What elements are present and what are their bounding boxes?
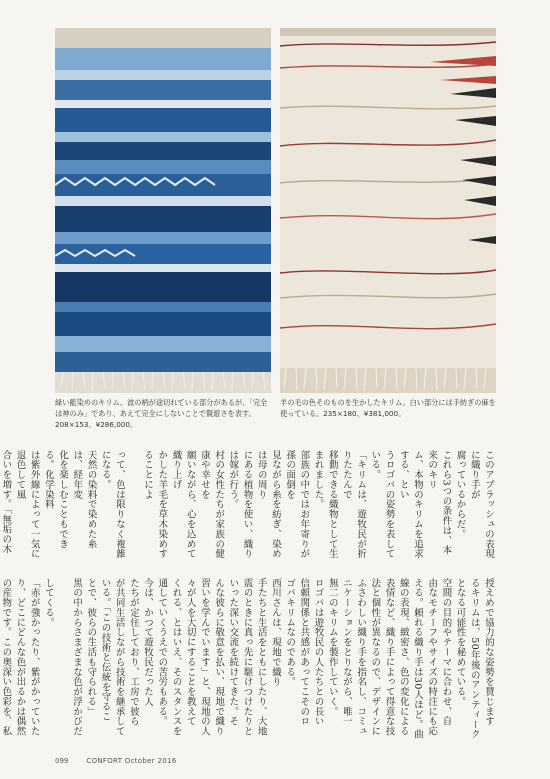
article-line: 部族の中ではお年寄りが孫の面倒を bbox=[284, 450, 310, 559]
article-line: 通していくうえでの苦労もある。 bbox=[156, 578, 168, 727]
article-line: 見ながら糸を紡ぎ、染めは母の周り bbox=[255, 450, 281, 559]
article-line: いる。「この技術と伝統を守るこ bbox=[99, 578, 111, 722]
article-lower bbox=[0, 578, 495, 748]
article-line: ロゴバは遊牧民の人たちとの長い bbox=[312, 578, 324, 727]
article-line: 移動できる織物として生まれました。 bbox=[312, 450, 338, 559]
article-line: 「赤が強かったり、紫がかっていた bbox=[28, 578, 40, 737]
article-line: たちが定住しており、工房で彼ら bbox=[127, 578, 139, 727]
article-line: ゴバキリムなのである。 bbox=[284, 578, 296, 687]
article-line: 村の女性たちが家族の健康や幸せを bbox=[198, 450, 225, 559]
article-line: 願いながら、心を込めて織り上げ bbox=[170, 450, 196, 559]
article-line: 由なモチーフやサイズの特注にも応 bbox=[426, 578, 438, 737]
photo-natural-kilim bbox=[280, 28, 496, 393]
blue-kilim-illustration bbox=[55, 28, 271, 393]
article-line: くれる、とはいえ、そのスタンスを bbox=[170, 578, 182, 737]
article-line: ふさわしい織り手を指名し、コミュ bbox=[355, 578, 367, 737]
article-line: 信頼関係と共感があってこそのロ bbox=[298, 578, 310, 727]
article-line: いった深い交流を続けてきた。そ bbox=[227, 578, 239, 727]
article-line: 黒の中からさまざまな色が浮かびだ bbox=[71, 578, 83, 737]
article-line: 天然の染料で染めた糸は、経年変 bbox=[71, 450, 97, 549]
article-line: える。頼れる織り手は30人ほど。曲 bbox=[411, 578, 423, 740]
article-line: るキリムは、50年後のアンティーク bbox=[468, 578, 480, 740]
article-line: んな彼らに敬意を払い、現地で織り bbox=[213, 578, 225, 737]
article-line: ム、本物のキリムを追求する、とい bbox=[397, 450, 423, 559]
article-line: り、どこにどんな色が出るかは偶然 bbox=[14, 578, 26, 737]
article-line: ニケーションをとりながら、唯一 bbox=[340, 578, 352, 727]
article-line: 手たちと生活をともにしたり、大地 bbox=[255, 578, 267, 737]
article-line: 法と個性が異なるので、デザインに bbox=[369, 578, 381, 737]
caption-blue-kilim: 緑い藍染めのキリム。波の柄が途切れている部分があるが、「完全は神のみ」であり、あえて完全にしないことで賢遊さを表す。208×153、¥286,000。 bbox=[55, 398, 268, 429]
article-line: とで、彼らの生活も守られる」 bbox=[85, 578, 97, 717]
article-line: 線の表現、緻密さ、色の変化による bbox=[397, 578, 409, 737]
photo-blue-kilim bbox=[55, 28, 271, 393]
magazine-issue: CONFORT October 2016 bbox=[86, 757, 177, 765]
article-line: これら3つの条件は、本来のキリ bbox=[426, 450, 452, 556]
article-line: かした羊毛を草木染めすることによ bbox=[142, 450, 168, 559]
article-line: 今は、かつて遊牧民だった人 bbox=[142, 578, 154, 707]
article-line: 表情など、織り手によって得意な技 bbox=[383, 578, 395, 737]
article-line: 化を楽しむこともできる。化学染料 bbox=[42, 450, 69, 549]
article-line: 震のときに真っ先に駆けつけたりと bbox=[241, 578, 253, 737]
article-line: 無二のキリムを製作していく。 bbox=[326, 578, 338, 717]
article-line: が共同生活しながら技術を継承して bbox=[113, 578, 125, 737]
article-line: 腐っているからだ。 bbox=[454, 450, 466, 540]
article-line: うロゴバの姿勢を表している。 bbox=[369, 450, 395, 559]
article-line: は紫外線によって一気に退色して風 bbox=[14, 450, 40, 559]
article-line: にある植物を使い、織りは嫁が行う。 bbox=[227, 450, 253, 559]
article-line: 「キリムは、遊牧民が折りたたんで bbox=[340, 450, 367, 559]
page-number: 099 bbox=[55, 757, 69, 765]
article-line: 西川さんは、現地で織り bbox=[269, 578, 281, 687]
article-line: の産物です。この奥深い色彩を、私 bbox=[0, 578, 12, 737]
natural-kilim-illustration bbox=[280, 28, 496, 393]
article-line: 合いを増す。「無垢の木 bbox=[0, 450, 12, 555]
caption-natural-kilim: 羊の毛の色そのものを生かしたキリム。白い部分には手紡ぎの麻を使っている。235×180、¥381,000。 bbox=[280, 398, 496, 418]
article-line: 授えめで協力的な姿勢を賛じます bbox=[483, 578, 494, 727]
article-line: って、色は限りなく複雑になる。 bbox=[99, 450, 125, 559]
article-upper bbox=[0, 450, 495, 560]
article-line: 習いを学んでいます」と、現地の人 bbox=[198, 578, 210, 737]
article-line: このアブラッシュの表現に織り手が bbox=[468, 450, 494, 559]
page-footer bbox=[55, 757, 176, 765]
article-line: となる可能性を秘めている。 bbox=[454, 578, 466, 707]
article-line: 空間の目的やテーマに合わせ、自 bbox=[440, 578, 452, 727]
article-line: 々が人を大切にすることを教えて bbox=[184, 578, 196, 727]
article-line: してくる。 bbox=[42, 578, 54, 628]
